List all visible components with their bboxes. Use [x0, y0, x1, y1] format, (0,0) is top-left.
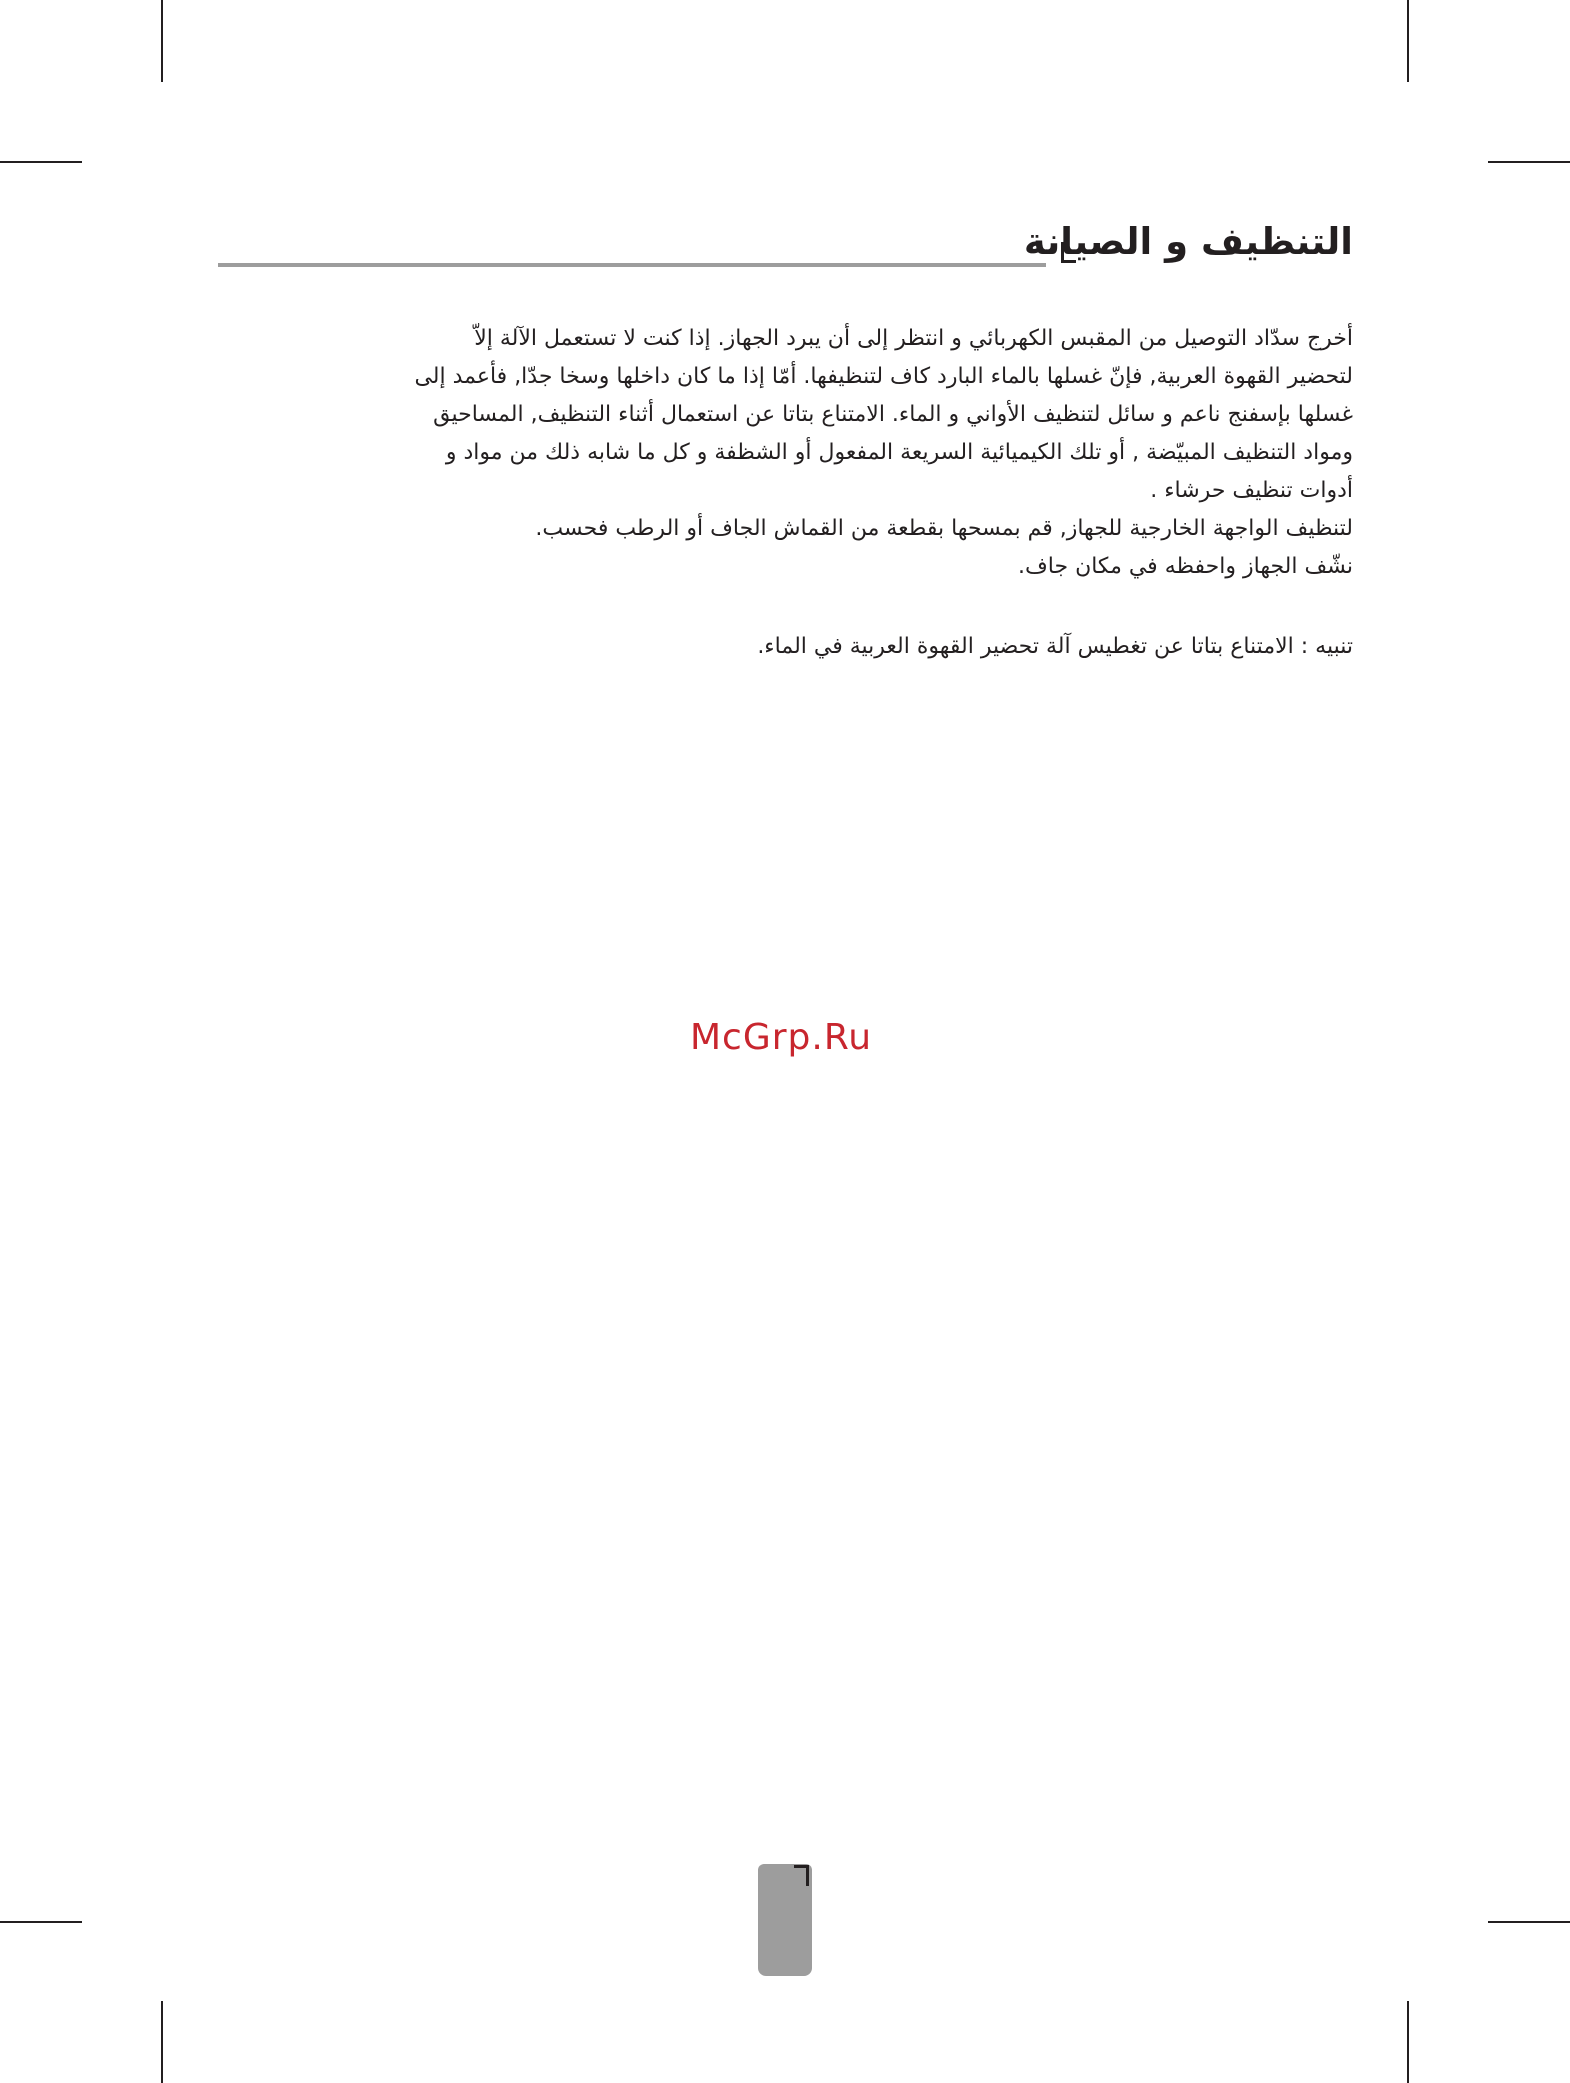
instructions-body: [218, 320, 1353, 666]
page-tab-corner-mark: [794, 1865, 809, 1886]
crop-mark-bottom-right: [1407, 2001, 1409, 2083]
warning-text: تنبيه : الامتناع بتاتا عن تغطيس آلة تحضير القهوة العربية في الماء.: [757, 634, 1353, 659]
title-corner-mark: [1061, 242, 1076, 263]
paragraph-line: ومواد التنظيف المبيّضة , أو تلك الكيميائية السريعة المفعول أو الشظفة و كل ما شابه ذلك من مواد و: [445, 440, 1353, 465]
paragraph-line: لتنظيف الواجهة الخارجية للجهاز, قم بمسحها بقطعة من القماش الجاف أو الرطب فحسب.: [535, 516, 1353, 541]
paragraph-line: لتحضير القهوة العربية, فإنّ غسلها بالماء البارد كاف لتنظيفها. أمّا إذا ما كان داخلها وسخا جدّا, فأعمد إلى: [414, 364, 1353, 389]
crop-mark-left-top: [0, 161, 82, 163]
paragraph-line: غسلها بإسفنج ناعم و سائل لتنظيف الأواني و الماء. الامتناع بتاتا عن استعمال أثناء التنظيف, المساحيق: [433, 402, 1353, 427]
crop-mark-top-right: [1407, 0, 1409, 82]
crop-mark-left-bottom: [0, 1921, 82, 1923]
crop-mark-bottom-left: [161, 2001, 163, 2083]
page-title: التنظيف و الصيانة: [1023, 220, 1353, 263]
crop-mark-right-bottom: [1488, 1921, 1570, 1923]
paragraph-line: نشّف الجهاز واحفظه في مكان جاف.: [1017, 554, 1353, 579]
title-underline: [218, 263, 1046, 267]
crop-mark-right-top: [1488, 161, 1570, 163]
paragraph-line: أخرج سدّاد التوصيل من المقبس الكهربائي و انتظر إلى أن يبرد الجهاز. إذا كنت لا تستعمل الآلة إلاّ: [474, 326, 1353, 351]
paragraph-gap: [218, 586, 1353, 628]
watermark: McGrp.Ru: [690, 1017, 873, 1058]
crop-mark-top-left: [161, 0, 163, 82]
paragraph-line: أدوات تنظيف حرشاء .: [1150, 478, 1353, 503]
